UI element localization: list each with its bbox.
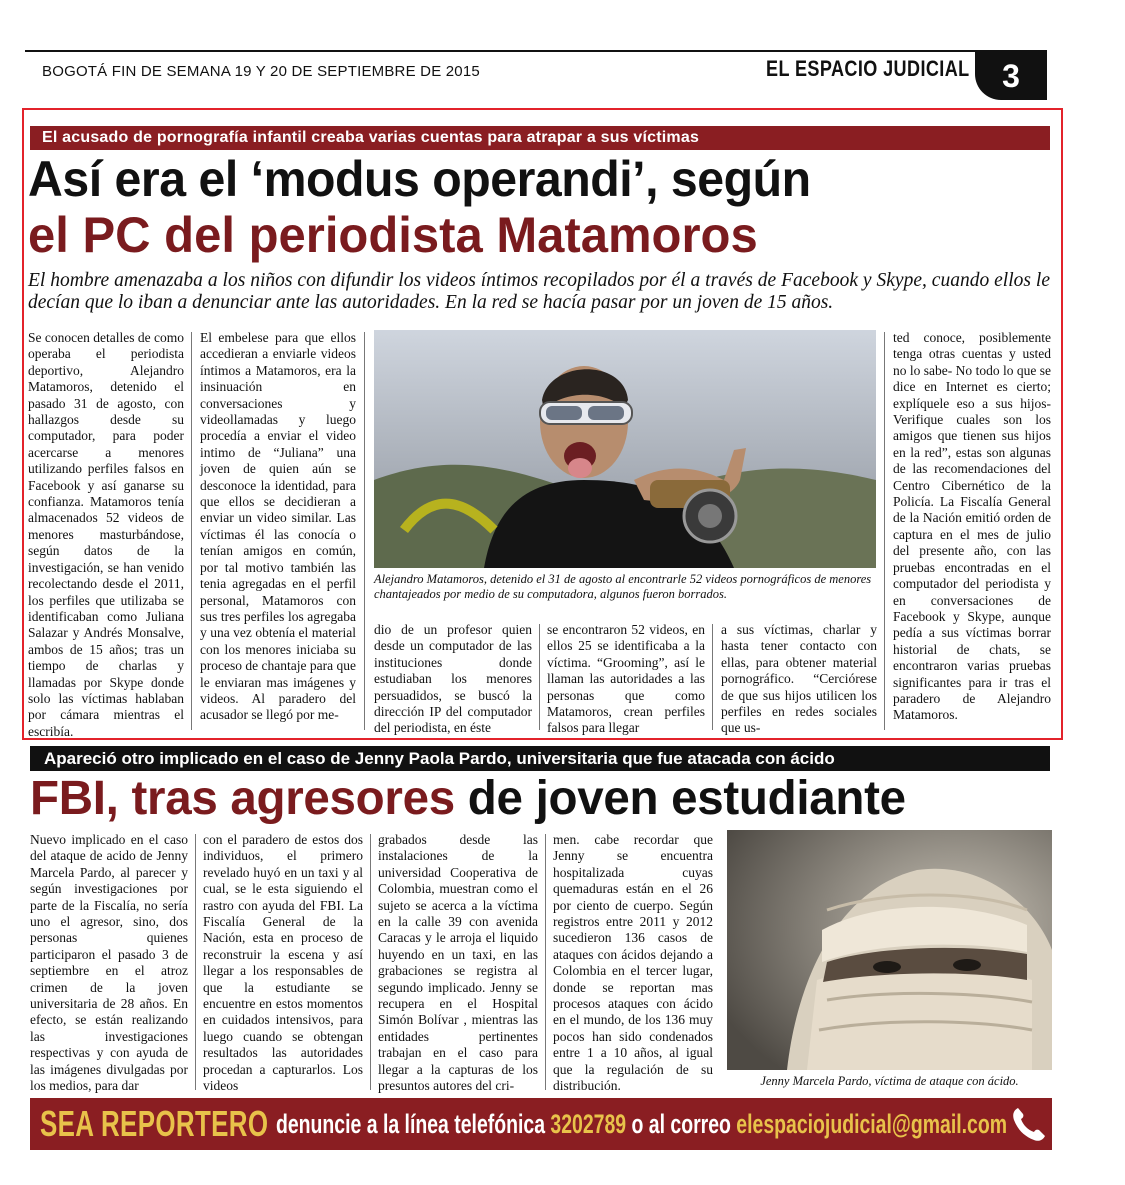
- jenny-pardo-photo: [727, 830, 1052, 1070]
- article-kicker: El acusado de pornografía infantil creaba varias cuentas para atrapar a sus víctimas: [30, 126, 1050, 150]
- column-divider: [191, 332, 192, 730]
- photo-caption: Alejandro Matamoros, detenido el 31 de agosto al encontrarle 52 videos pornográficos de menores chantajeados por medio de su computadora, algunos fueron borrados.: [374, 572, 872, 601]
- article2-headline-red: FBI, tras agresores: [30, 772, 455, 825]
- banner-text-email-lead: o al correo: [626, 1109, 737, 1139]
- matamoros-photo: [374, 330, 876, 568]
- article-deck: El hombre amenazaba a los niños con difundir los videos íntimos recopilados por él a través de Facebook y Skype, cuando ellos le decían que lo iban a denunciar ante las autoridades. En la red se hacía pasar por un joven de 15 años.: [28, 270, 1050, 313]
- banner-title: SEA REPORTERO: [40, 1103, 269, 1144]
- phone-icon: [1006, 1102, 1050, 1146]
- newspaper-name: EL ESPACIO JUDICIAL: [766, 56, 970, 81]
- article2-headline-black: de joven estudiante: [467, 772, 906, 825]
- column-divider: [712, 624, 713, 730]
- article2-column-3: grabados desde las instalaciones de la universidad Cooperativa de Colombia, muestran como el sujeto se acerca a la víctima en la calle 39 con avenida Caracas y le arroja el liquido huyendo en un taxi, en las grabaciones se registra al segundo implicado. Jenny se recupera en el Hospital Simón Bolívar , mientras las entidades pertinentes trabajan en el caso para llegar a la capturas de los presuntos autores del cri-: [378, 832, 538, 1094]
- article-column-4: se encontraron 52 videos, en ellos 25 se identificaba a la víctima. “Grooming”, así le llaman las autoridades a las personas que como Matamoros, crean perfiles falsos para llegar: [547, 622, 705, 736]
- column-divider: [370, 834, 371, 1090]
- banner-contact-text: [276, 1104, 1007, 1144]
- column-divider: [545, 834, 546, 1090]
- article-column-5: a sus víctimas, charlar y hasta tener contacto con ellas, para obtener material pornográfico. “Cerciórese de que sus hijos utilicen los perfiles en redes sociales que us-: [721, 622, 877, 736]
- photo2-caption: Jenny Marcela Pardo, víctima de ataque con ácido.: [760, 1074, 1019, 1088]
- article2-column-4: men. cabe recordar que Jenny se encuentra hospitalizada cuyas quemaduras están en el 26 por ciento de cuerpo. Según registros entre 2011 y 2012 sucedieron 136 casos de ataques con ácidos dejando a Colombia en el tercer lugar, donde se reportan mas procesos ataques con ácido en el mundo, de los 136 muy pocos han sido condenados entre 1 a 10 años, al igual que la regulación de su distribución.: [553, 832, 713, 1094]
- column-divider: [539, 624, 540, 730]
- article2-headline: [30, 771, 906, 826]
- article-column-3: dio de un profesor quien desde un computador de las instituciones donde estudiaban los menores persuadidos, se buscó la dirección IP del computador del periodista, en éste: [374, 622, 532, 736]
- header-date: BOGOTÁ FIN DE SEMANA 19 Y 20 DE SEPTIEMBRE DE 2015: [42, 63, 480, 80]
- article2-column-2: con el paradero de estos dos individuos, el primero revelado huyó en un taxi y al cual, se le esta siguiendo el rastro con ayuda del FBI. La Fiscalía General de la Nación, esta en proceso de reconstruir la escena y así llegar a los responsables de que la estudiante se encuentre en estos momentos en cuidados intensivos, para luego cuando se obtengan resultados las autoridades procedan a capturarlos. Los videos: [203, 832, 363, 1094]
- article-column-6: ted conoce, posiblemente tenga otras cuentas y usted no lo sabe- No todo lo que se dice en Internet es cierto; explíquele eso a sus hijos-Verifique cuales son los amigos que tienen sus hijos en la red”, estas son algunas de las recomendaciones del Centro Cibernético de la Policía. La Fiscalía General de la Nación emitió orden de captura en el mes de julio del presente año, con las pruebas encontradas en el computador del periodista y en conversaciones de Facebook y Skype, aunque pedía a sus víctimas borrar historial de chats, se encontraron varias pruebas significantes para ir tras el paradero de Alejandro Matamoros.: [893, 330, 1051, 723]
- article-column-2: El embelese para que ellos accedieran a enviarle videos íntimos a Matamoros, era la insinuación en conversaciones y videollamadas y luego procedía a enviar el video intimo de “Juliana” una joven de quien aún se desconoce la identidad, para que ellos se decidieran a enviar un video similar. Las víctimas él las conocía o tenían amigos en común, por tal motivo también las tenia agregadas en el perfil personal, Matamoros con sus tres perfiles los agregaba y una vez obtenía el material con los menores iniciaba su proceso de chantaje para que le enviaran mas imágenes y videos. Al paradero del acusador se llegó por me-: [200, 330, 356, 723]
- article-headline-line2: el PC del periodista Matamoros: [28, 207, 758, 263]
- article-column-1: Se conocen detalles de como operaba el periodista deportivo, Alejandro Matamoros, detenido el pasado 31 de agosto, con hallazgos desde su computador, para poder acercarse a menores utilizando perfiles falsos en Facebook y así ganarse su confianza. Matamoros tenía almacenados 52 videos de menores masturbándose, según datos de la investigación, se han venido recolectando desde el 2011, los perfiles que utilizaba se identificaban como Juliana Salazar y Andrés Monsalve, ambos de 15 años; tras un tiempo de charlas y llamadas por Skype donde solo las víctimas hablaban por cámara mientras el escribía.: [28, 330, 184, 739]
- page-number: 3: [1002, 58, 1020, 94]
- matamoros-photo-illustration: [374, 330, 876, 568]
- jenny-pardo-photo-illustration: [727, 830, 1052, 1070]
- header-rule: [25, 50, 1047, 52]
- banner-phone-number[interactable]: 3202789: [550, 1109, 627, 1139]
- column-divider: [364, 332, 365, 730]
- article2-column-1: Nuevo implicado en el caso del ataque de acido de Jenny Marcela Pardo, al parecer y según investigaciones por parte de la Fiscalía, no sería uno el agresor, sino, dos personas quienes participaron el pasado 3 de septiembre en el atroz crimen de la joven universitaria de 28 años. En efecto, se están realizando las investigaciones respectivas y con ayuda de las imágenes divulgadas por los medios, para dar: [30, 832, 188, 1094]
- column-divider: [195, 834, 196, 1090]
- article2-kicker: Apareció otro implicado en el caso de Jenny Paola Pardo, universitaria que fue atacada con ácido: [30, 746, 1050, 771]
- column-divider: [884, 332, 885, 730]
- banner-email[interactable]: elespaciojudicial@gmail.com: [736, 1109, 1008, 1139]
- banner-text-phone-lead: denuncie a la línea telefónica: [276, 1109, 551, 1139]
- article-headline-line1: Así era el ‘modus operandi’, según: [28, 151, 811, 207]
